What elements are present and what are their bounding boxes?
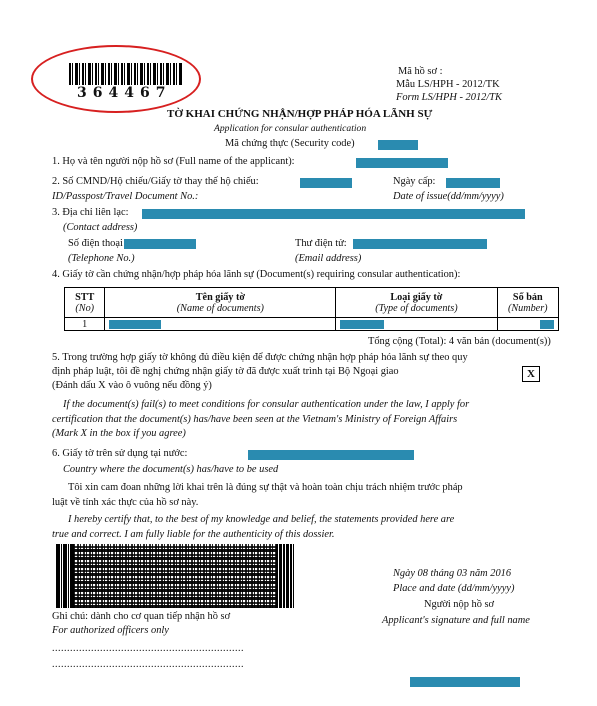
document-title: TỜ KHAI CHỨNG NHẬN/HỢP PHÁP HÓA LÃNH SỰ bbox=[167, 108, 433, 120]
table-row bbox=[65, 318, 559, 331]
officer-note-en: For authorized officers only bbox=[52, 625, 169, 636]
redaction-applicant-name bbox=[410, 677, 520, 687]
dotted-line-1: ................................................................ bbox=[52, 643, 244, 654]
header-number-vi: Số bản bbox=[512, 291, 543, 303]
header-stt bbox=[65, 288, 105, 318]
email-label: Thư điện tử: bbox=[295, 238, 347, 249]
section5-line1: 5. Trong trường hợp giấy tờ không đủ điều kiện để được chứng nhận hợp pháp hóa lãnh sự theo quy bbox=[52, 352, 468, 363]
signature-date: Ngày 08 tháng 03 năm 2016 bbox=[393, 568, 512, 579]
header-stt-en: (No) bbox=[75, 302, 95, 314]
section5-en3: (Mark X in the box if you agree) bbox=[52, 428, 186, 439]
signature-date-en: Place and date (dd/mm/yyyy) bbox=[393, 583, 515, 594]
phone-label-en: (Telephone No.) bbox=[68, 253, 135, 264]
issue-date-label-en: Date of issue(dd/mm/yyyy) bbox=[393, 191, 504, 202]
section5-line3: (Đánh dấu X vào ô vuông nếu đồng ý) bbox=[52, 380, 212, 391]
header-stt-vi: STT bbox=[75, 291, 95, 303]
redaction-id-number bbox=[300, 178, 352, 188]
section6-label-en: Country where the document(s) has/have to be used bbox=[63, 464, 279, 475]
row-number-cell bbox=[497, 318, 558, 331]
section5-en1: If the document(s) fail(s) to meet conditions for consular authentication under the law, I apply for bbox=[63, 399, 470, 410]
redaction-security-code bbox=[378, 140, 418, 150]
field-full-name-label: 1. Họ và tên người nộp hồ sơ (Full name of the applicant): bbox=[52, 156, 295, 167]
redaction-email bbox=[353, 239, 487, 249]
field-id-label-en: ID/Passpost/Travel Document No.: bbox=[52, 191, 199, 202]
consent-checkbox[interactable]: X bbox=[522, 366, 540, 382]
section5-en2: certification that the document(s) has/have been seen at the Vietnam's Ministry of Foreign Affairs bbox=[52, 414, 458, 425]
section6-label: 6. Giấy tờ trên sử dụng tại nước: bbox=[52, 448, 188, 459]
documents-table bbox=[64, 287, 559, 331]
document-subtitle: Application for consular authentication bbox=[214, 123, 367, 134]
table-header-row bbox=[65, 288, 559, 318]
header-number bbox=[497, 288, 558, 318]
redaction-country bbox=[248, 450, 414, 460]
field-address-label-en: (Contact address) bbox=[63, 222, 138, 233]
redaction-issue-date bbox=[446, 178, 500, 188]
redaction-doc-type bbox=[340, 320, 384, 329]
declaration-en2: true and correct. I am fully liable for the authenticity of this dossier. bbox=[52, 529, 335, 540]
applicant-label: Người nộp hồ sơ bbox=[424, 599, 495, 610]
pdf417-barcode-image bbox=[56, 544, 294, 608]
barcode-number: 364467 bbox=[77, 85, 172, 101]
officer-note: Ghi chú: dành cho cơ quan tiếp nhận hồ sơ bbox=[52, 611, 231, 622]
row-name-cell bbox=[105, 318, 336, 331]
phone-label: Số điện thoại bbox=[68, 238, 123, 249]
field-id-label: 2. Số CMND/Hộ chiếu/Giấy tờ thay thế hộ chiếu: bbox=[52, 176, 259, 187]
redaction-address bbox=[142, 209, 525, 219]
ma-ho-so-label: Mã hồ sơ : bbox=[398, 66, 443, 77]
issue-date-label: Ngày cấp: bbox=[393, 176, 436, 187]
row-stt: 1 bbox=[65, 318, 105, 331]
field-address-label: 3. Địa chỉ liên lạc: bbox=[52, 207, 129, 218]
header-name-vi: Tên giấy tờ bbox=[195, 291, 245, 303]
applicant-signature-label: Applicant's signature and full name bbox=[382, 615, 530, 626]
email-label-en: (Email address) bbox=[295, 253, 362, 264]
declaration-vi1: Tôi xin cam đoan những lời khai trên là đúng sự thật và hoàn toàn chịu trách nhiệm trước pháp bbox=[68, 482, 463, 493]
header-number-en: (Number) bbox=[507, 302, 548, 314]
field-documents-label: 4. Giấy tờ cần chứng nhận/hợp pháp hóa lãnh sự (Document(s) requiring consular authentication): bbox=[52, 269, 461, 280]
header-name-en: (Name of documents) bbox=[176, 302, 264, 314]
row-type-cell bbox=[336, 318, 497, 331]
redaction-phone bbox=[124, 239, 196, 249]
redaction-full-name bbox=[356, 158, 448, 168]
header-name bbox=[105, 288, 336, 318]
section5-line2: định pháp luật, tôi đề nghị chứng nhận giấy tờ đã được xuất trình tại Bộ Ngoại giao bbox=[52, 366, 399, 377]
dotted-line-2: ................................................................ bbox=[52, 659, 244, 670]
barcode-image bbox=[69, 63, 183, 85]
header-type-en: (Type of documents) bbox=[375, 302, 458, 314]
header-type-vi: Loại giấy tờ bbox=[390, 291, 443, 303]
header-type bbox=[336, 288, 497, 318]
total-documents: Tổng cộng (Total): 4 văn bản (document(s)) bbox=[368, 336, 551, 347]
declaration-en1: I hereby certify that, to the best of my knowledge and belief, the statements provided here are bbox=[68, 514, 455, 525]
redaction-doc-name bbox=[109, 320, 161, 329]
redaction-doc-number bbox=[540, 320, 554, 329]
form-code-vi: Mẫu LS/HPH - 2012/TK bbox=[396, 79, 500, 90]
declaration-vi2: luật về tính xác thực của hồ sơ này. bbox=[52, 497, 199, 508]
form-code-en: Form LS/HPH - 2012/TK bbox=[396, 92, 502, 103]
security-code-label: Mã chứng thực (Security code) bbox=[225, 138, 355, 149]
